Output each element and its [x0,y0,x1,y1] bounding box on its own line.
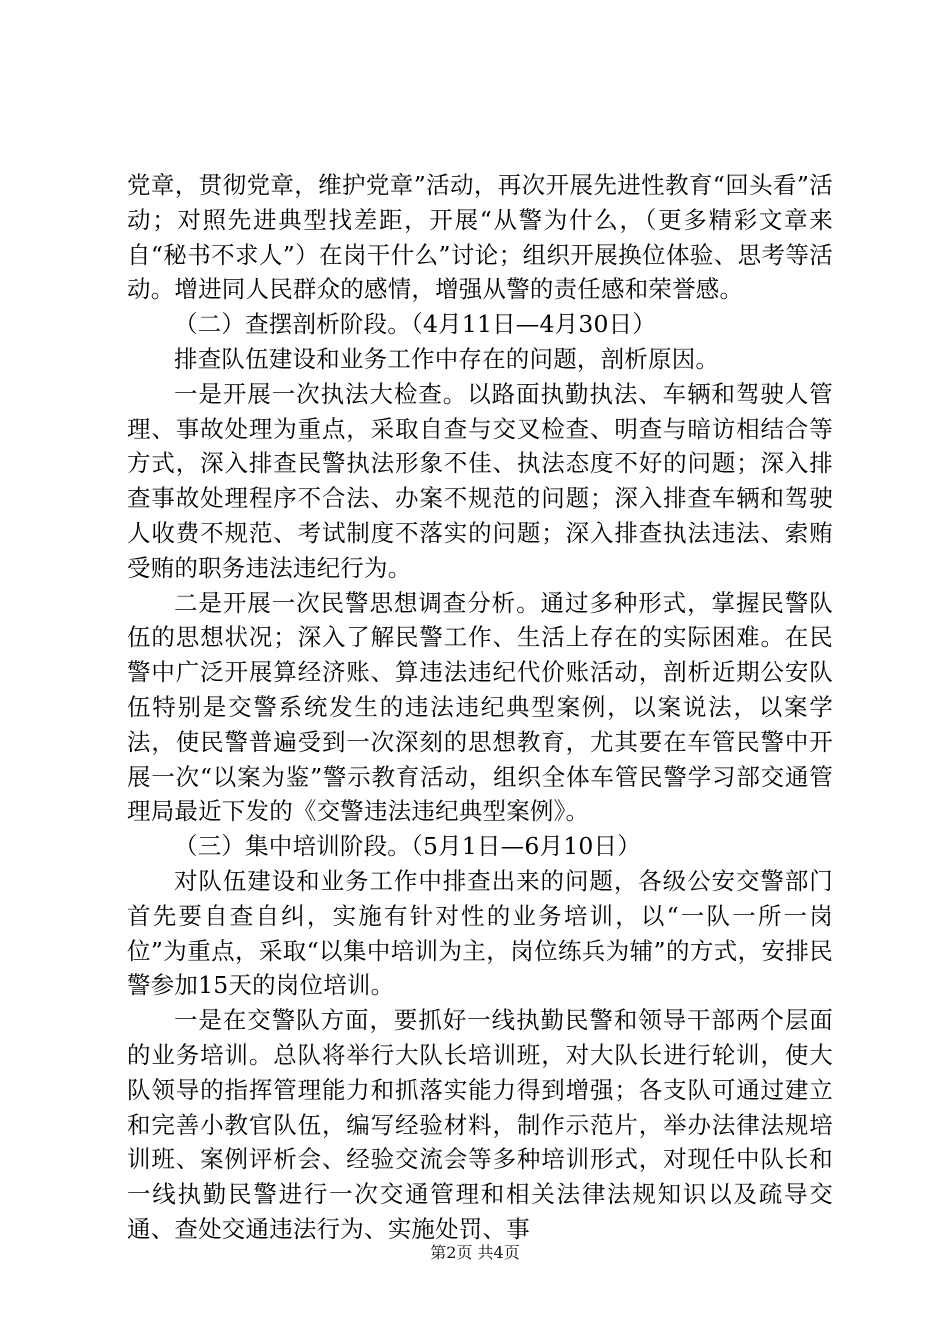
paragraph-law-enforcement-inspection: 一是开展一次执法大检查。以路面执勤执法、车辆和驾驶人管理、事故处理为重点，采取自查与交叉检查、明查与暗访相结合等方式，深入排查民警执法形象不佳、执法态度不好的问题；深入排查事故处理程序不合法、办案不规范的问题；深入排查车辆和驾驶人收费不规范、考试制度不落实的问题；深入排查执法违法、索贿受贿的职务违法违纪行为。 [127,379,833,582]
paragraph-continuation: 党章，贯彻党章，维护党章”活动，再次开展先进性教育“回头看”活动；对照先进典型找差距，开展“从警为什么，（更多精彩文章来自“秘书不求人”）在岗干什么”讨论；组织开展换位体验、思考等活动。增进同人民群众的感情，增强从警的责任感和荣誉感。 [127,171,833,304]
paragraph-thought-survey: 二是开展一次民警思想调查分析。通过多种形式，掌握民警队伍的思想状况；深入了解民警工作、生活上存在的实际困难。在民警中广泛开展算经济账、算违法违纪代价账活动，剖析近期公安队伍特别是交警系统发生的违法违纪典型案例，以案说法，以案学法，使民警普遍受到一次深刻的思想教育，尤其要在车管民警中开展一次“以案为鉴”警示教育活动，组织全体车管民警学习部交通管理局最近下发的《交警违法违纪典型案例》。 [127,588,833,826]
paragraph-stage-2-intro: 排查队伍建设和业务工作中存在的问题，剖析原因。 [174,344,720,373]
document-body [127,168,833,1247]
page-number-footer: 第2页 共4页 [430,1243,520,1262]
paragraph-stage-3-intro: 对队伍建设和业务工作中排查出来的问题，各级公安交警部门首先要自查自纠，实施有针对性的业务培训，以“一队一所一岗位”为重点，采取“以集中培训为主，岗位练兵为辅”的方式，安排民警参加15天的岗位培训。 [127,866,833,1000]
section-heading-stage-3: （三）集中培训阶段。（5月1日—6月10日） [174,832,641,861]
section-heading-stage-2: （二）查摆剖析阶段。（4月11日—4月30日） [174,310,657,339]
paragraph-traffic-team-training: 一是在交警队方面，要抓好一线执勤民警和领导干部两个层面的业务培训。总队将举行大队长培训班，对大队长进行轮训，使大队领导的指挥管理能力和抓落实能力得到增强；各支队可通过建立和完善小教官队伍，编写经验材料，制作示范片，举办法律法规培训班、案例评析会、经验交流会等多种培训形式，对现任中队长和一线执勤民警进行一次交通管理和相关法律法规知识以及疏导交通、查处交通违法行为、实施处罚、事 [127,1006,833,1243]
